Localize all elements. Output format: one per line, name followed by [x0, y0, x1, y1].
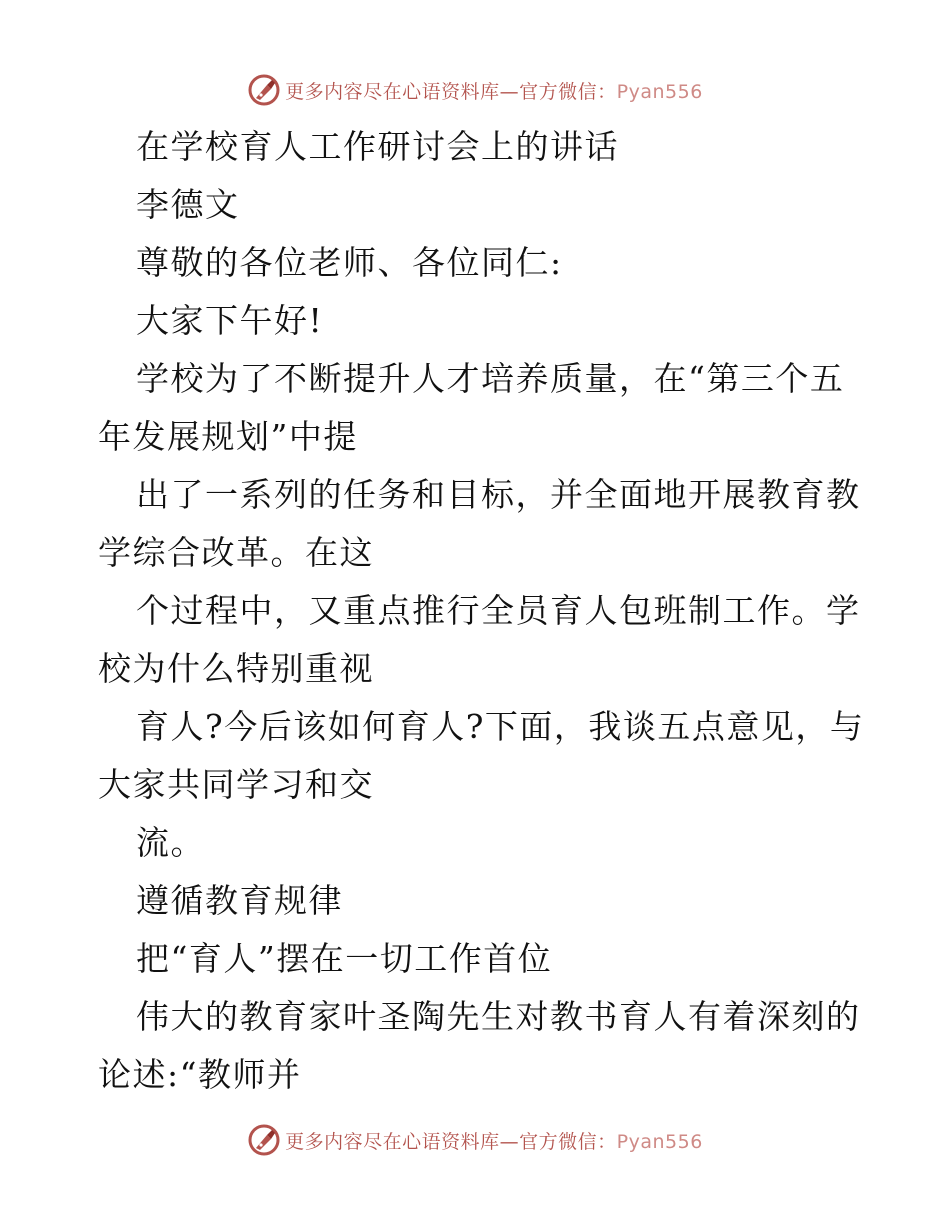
text-line: 遵循教育规律 — [136, 881, 343, 920]
text-line: 流。 — [136, 823, 205, 862]
text-line: 把“育人”摆在一切工作首位 — [136, 939, 553, 978]
text-line: 李德文 — [136, 185, 240, 224]
text-line: 个过程中，又重点推行全员育人包班制工作。学 — [136, 591, 861, 630]
text-line: 出了一系列的任务和目标，并全面地开展教育教 — [136, 475, 861, 514]
watermark-text: 更多内容尽在心语资料库—官方微信：Pyan556 — [285, 80, 703, 103]
text-line: 学综合改革。在这 — [98, 533, 374, 572]
text-line: 大家共同学习和交 — [98, 765, 374, 804]
text-line: 大家下午好! — [136, 301, 324, 340]
watermark-wechat-id: Pyan556 — [616, 80, 703, 103]
text-line: 年发展规划”中提 — [98, 417, 358, 456]
text-line: 育人?今后该如何育人?下面，我谈五点意见，与 — [136, 707, 865, 746]
watermark-wechat-id: Pyan556 — [616, 1130, 703, 1153]
pen-nib-logo-icon — [247, 1123, 281, 1157]
text-line: 论述:“教师并 — [98, 1055, 302, 1094]
text-line: 尊敬的各位老师、各位同仁: — [136, 243, 563, 282]
pen-nib-logo-icon — [247, 73, 281, 107]
footer-watermark — [0, 1120, 950, 1160]
text-line: 伟大的教育家叶圣陶先生对教书育人有着深刻的 — [136, 997, 861, 1036]
header-watermark — [0, 70, 950, 110]
document-body — [98, 118, 865, 1104]
text-line: 校为什么特别重视 — [98, 649, 374, 688]
text-line: 学校为了不断提升人才培养质量，在“第三个五 — [136, 359, 845, 398]
watermark-text: 更多内容尽在心语资料库—官方微信：Pyan556 — [285, 1130, 703, 1153]
text-line: 在学校育人工作研讨会上的讲话 — [136, 127, 619, 166]
